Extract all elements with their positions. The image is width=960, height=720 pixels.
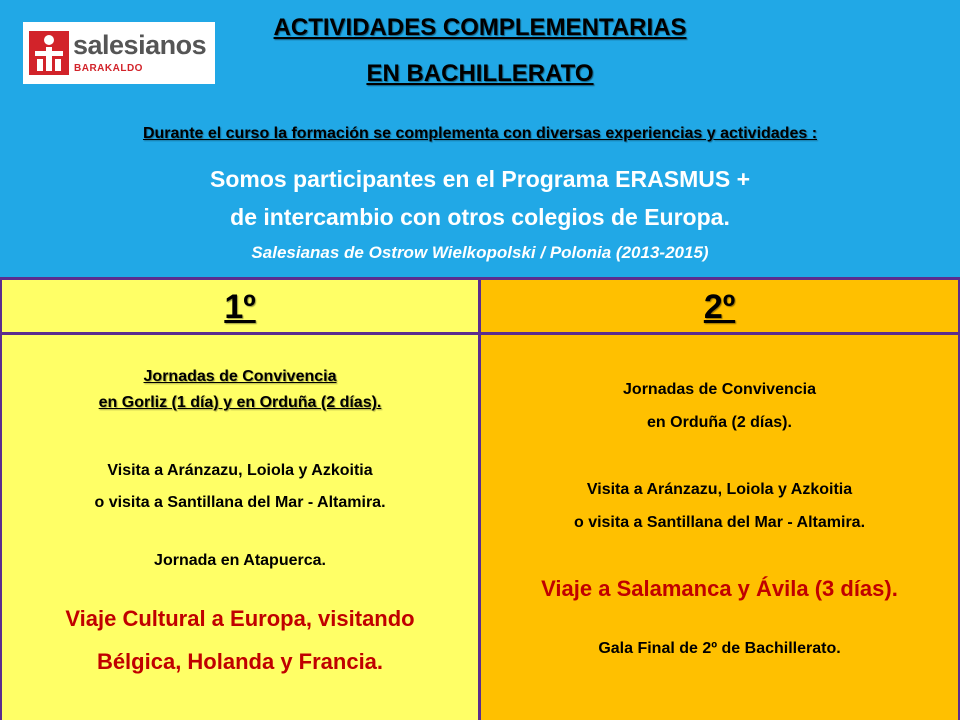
second-visita-line-2: o visita a Santillana del Mar - Altamira. bbox=[573, 514, 866, 531]
erasmus-partner-line: Salesianas de Ostrow Wielkopolski / Polonia (2013-2015) bbox=[251, 243, 709, 262]
first-visita-line-2: o visita a Santillana del Mar - Altamira. bbox=[94, 494, 386, 511]
first-convivencia-line-1: Jornadas de Convivencia bbox=[143, 368, 337, 385]
first-year-column bbox=[0, 280, 481, 720]
header-panel bbox=[0, 0, 960, 280]
second-year-column bbox=[481, 280, 960, 720]
title-line-2: EN BACHILLERATO bbox=[366, 60, 594, 87]
first-convivencia-line-2: en Gorliz (1 día) y en Orduña (2 días). bbox=[98, 394, 382, 411]
first-year-heading: 1º bbox=[2, 280, 478, 335]
logo-wordmark: salesianos bbox=[73, 30, 207, 60]
first-visita-line-1: Visita a Aránzazu, Loiola y Azkoitia bbox=[107, 462, 373, 479]
second-visita-line-1: Visita a Aránzazu, Loiola y Azkoitia bbox=[586, 481, 853, 498]
intro-text: Durante el curso la formación se complementa con diversas experiencias y actividades : bbox=[142, 125, 818, 142]
second-convivencia-line-2: en Orduña (2 días). bbox=[647, 414, 792, 431]
erasmus-line-1: Somos participantes en el Programa ERASMUS + bbox=[209, 166, 751, 192]
logo-subtitle: BARAKALDO bbox=[74, 63, 143, 74]
second-gala: Gala Final de 2º de Bachillerato. bbox=[598, 640, 841, 657]
first-atapuerca: Jornada en Atapuerca. bbox=[154, 552, 326, 569]
second-viaje: Viaje a Salamanca y Ávila (3 días). bbox=[541, 576, 898, 601]
first-viaje-line-2: Bélgica, Holanda y Francia. bbox=[96, 649, 384, 674]
erasmus-line-2: de intercambio con otros colegios de Europa. bbox=[230, 204, 730, 230]
first-viaje-line-1: Viaje Cultural a Europa, visitando bbox=[65, 606, 415, 631]
second-year-heading: 2º bbox=[481, 280, 958, 335]
title-line-1: ACTIVIDADES COMPLEMENTARIAS bbox=[273, 14, 687, 41]
second-convivencia-line-1: Jornadas de Convivencia bbox=[623, 381, 816, 398]
